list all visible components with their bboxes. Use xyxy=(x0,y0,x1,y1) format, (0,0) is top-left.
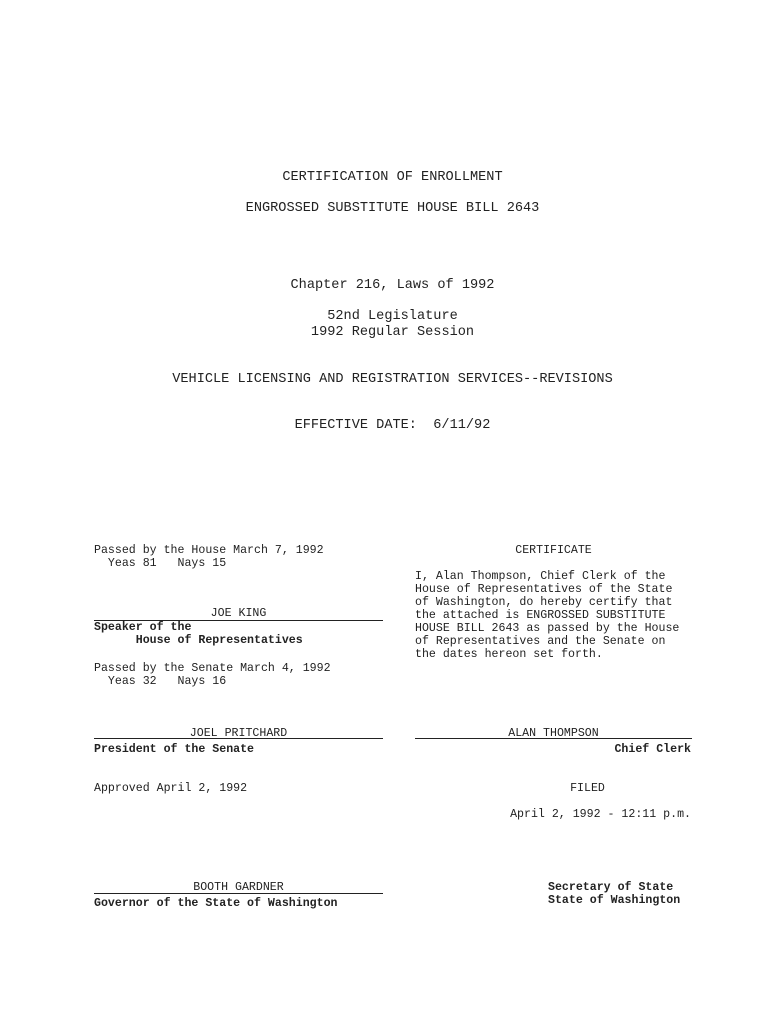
secretary-title-2: State of Washington xyxy=(548,894,681,907)
senate-signer-name: JOEL PRITCHARD xyxy=(189,727,288,740)
governor-signer-name: BOOTH GARDNER xyxy=(193,881,284,894)
certificate-line-1: I, Alan Thompson, Chief Clerk of the xyxy=(415,570,666,583)
house-signer-name: JOE KING xyxy=(210,607,267,620)
certification-title: CERTIFICATION OF ENROLLMENT xyxy=(282,170,503,185)
senate-signer-title: President of the Senate xyxy=(94,743,255,756)
certificate-line-3: of Washington, do hereby certify that xyxy=(415,596,673,609)
house-signer-title-1: Speaker of the xyxy=(94,621,192,634)
house-passed: Passed by the House March 7, 1992 xyxy=(94,544,324,557)
filed-datetime: April 2, 1992 - 12:11 p.m. xyxy=(510,808,691,821)
certificate-line-4: the attached is ENGROSSED SUBSTITUTE xyxy=(415,609,666,622)
subject-line: VEHICLE LICENSING AND REGISTRATION SERVICES--REVISIONS xyxy=(172,372,613,387)
senate-passed: Passed by the Senate March 4, 1992 xyxy=(94,662,331,675)
certificate-line-2: House of Representatives of the State xyxy=(415,583,673,596)
clerk-signer-title: Chief Clerk xyxy=(614,743,691,756)
legislature-line: 52nd Legislature xyxy=(327,309,458,324)
governor-signer-title: Governor of the State of Washington xyxy=(94,897,338,910)
secretary-title-1: Secretary of State xyxy=(548,881,674,894)
session-line: 1992 Regular Session xyxy=(310,325,475,340)
chapter-line: Chapter 216, Laws of 1992 xyxy=(290,278,495,293)
certificate-heading: CERTIFICATE xyxy=(515,544,592,557)
clerk-signature-line xyxy=(415,738,692,739)
bill-title: ENGROSSED SUBSTITUTE HOUSE BILL 2643 xyxy=(245,201,540,216)
effective-date: EFFECTIVE DATE: 6/11/92 xyxy=(294,418,491,433)
governor-signature-line xyxy=(94,893,383,894)
senate-signature-line xyxy=(94,738,383,739)
certificate-line-6: of Representatives and the Senate on xyxy=(415,635,666,648)
filed-label: FILED xyxy=(570,782,605,795)
house-signer-title-2: House of Representatives xyxy=(94,634,303,647)
clerk-signer-name: ALAN THOMPSON xyxy=(508,727,599,740)
house-votes: Yeas 81 Nays 15 xyxy=(94,557,227,570)
certificate-line-7: the dates hereon set forth. xyxy=(415,648,603,661)
senate-votes: Yeas 32 Nays 16 xyxy=(94,675,227,688)
governor-approved: Approved April 2, 1992 xyxy=(94,782,248,795)
certificate-line-5: HOUSE BILL 2643 as passed by the House xyxy=(415,622,680,635)
